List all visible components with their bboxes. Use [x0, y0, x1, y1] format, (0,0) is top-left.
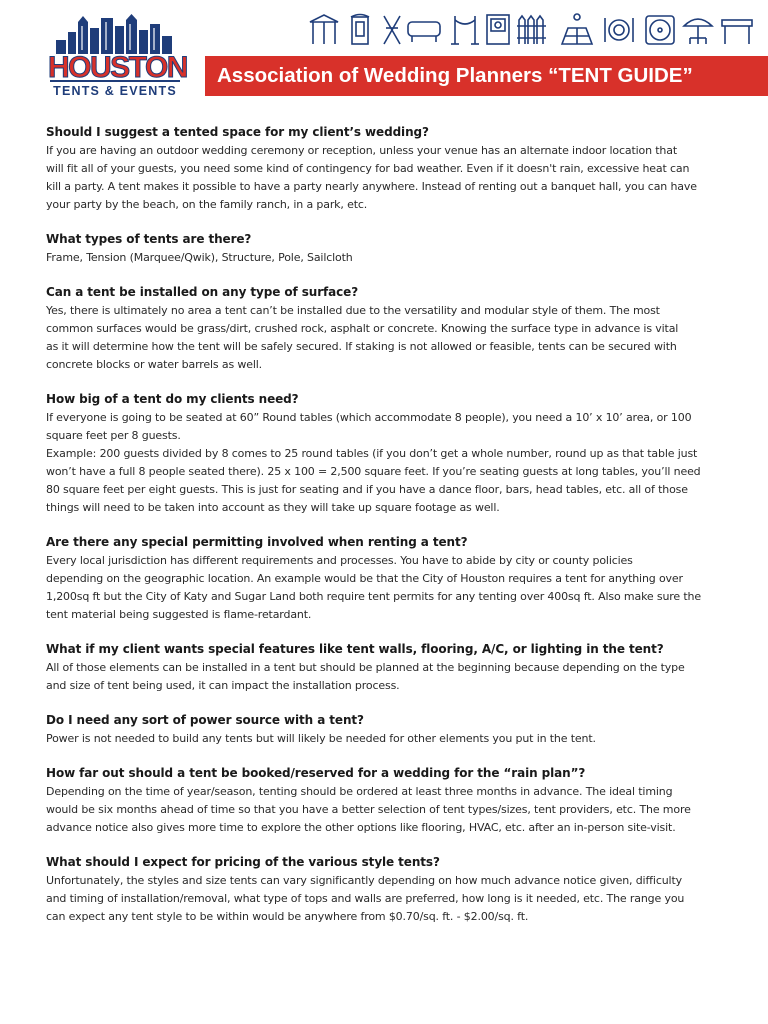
faq-section [46, 765, 726, 837]
answer-line: Depending on the time of year/season, tenting should be ordered at least three months in advance. The ideal timing [46, 785, 673, 798]
answer-line: depending on the geographic location. An example would be that the City of Houston requires a tent for anything over [46, 572, 683, 585]
answer-line: can expect any tent style to be within would be anywhere from $0.70/sq. ft. - $2.00/sq. ft. [46, 910, 529, 923]
answer-line: 1,200sq ft but the City of Katy and Sugar Land both require tent permits for any tenting over 400sq ft. Also make sure the [46, 590, 701, 603]
fence-icon [517, 16, 546, 44]
page-header [0, 0, 768, 110]
logo-subtitle: TENTS & EVENTS [53, 84, 177, 98]
faq-section [46, 712, 726, 748]
plate-icon [605, 18, 633, 42]
faq-answer [46, 730, 726, 748]
sofa-icon [408, 22, 440, 42]
answer-line: kill a party. A tent makes it possible to have a party nearly anywhere. Instead of renting out a banquet hall, you can have [46, 180, 697, 193]
faq-answer [46, 659, 726, 695]
logo-wordmark: HOUSTON [48, 51, 187, 84]
faq-answer [46, 783, 726, 837]
answer-line: tent material being suggested is flame-retardant. [46, 608, 312, 621]
answer-line: Yes, there is ultimately no area a tent can’t be installed due to the versatility and modular style of them. The most [46, 304, 660, 317]
faq-answer [46, 142, 726, 214]
answer-line: concrete blocks or water barrels as well. [46, 358, 262, 371]
dance-floor-icon [562, 14, 592, 44]
faq-answer [46, 552, 726, 624]
chair-icon [384, 16, 400, 44]
faq-question: Should I suggest a tented space for my client’s wedding? [46, 125, 429, 139]
tent-icon [310, 15, 338, 44]
faq-question: Do I need any sort of power source with a tent? [46, 713, 364, 727]
faq-section [46, 534, 726, 624]
answer-line: If you are having an outdoor wedding ceremony or reception, unless your venue has an alternate indoor location that [46, 144, 678, 157]
photo-booth-icon [487, 15, 509, 44]
faq-section [46, 124, 726, 214]
answer-line: All of those elements can be installed in a tent but should be planned at the beginning because depending on the type [46, 661, 685, 674]
faq-answer [46, 409, 726, 517]
answer-line: will fit all of your guests, you need some kind of contingency for bad weather. Even if it doesn't rain, excessive heat can [46, 162, 690, 175]
answer-line: as it will determine how the tent will be safely secured. If staking is not allowed or feasible, tents can be secured with [46, 340, 677, 353]
faq-question: Are there any special permitting involved when renting a tent? [46, 535, 468, 549]
stanchion-icon [451, 16, 479, 44]
answer-line: common surfaces would be grass/dirt, crushed rock, asphalt or concrete. Knowing the surface type in advance is vital [46, 322, 679, 335]
faq-question: How far out should a tent be booked/reserved for a wedding for the “rain plan”? [46, 766, 586, 780]
faq-question: What if my client wants special features like tent walls, flooring, A/C, or lighting in the tent? [46, 642, 664, 656]
rental-icon-row [308, 12, 754, 46]
faq-section [46, 391, 726, 517]
answer-line: advance notice also gives more time to explore the other options like flooring, HVAC, etc. after an in-person site-visit. [46, 821, 676, 834]
faq-section [46, 284, 726, 374]
faq-question: What types of tents are there? [46, 232, 252, 246]
answer-line: If everyone is going to be seated at 60” Round tables (which accommodate 8 people), you need a 10’ x 10’ area, or 100 [46, 411, 692, 424]
answer-line: Power is not needed to build any tents but will likely be needed for other elements you put in the tent. [46, 732, 596, 745]
answer-line: and size of tent being used, it can impact the installation process. [46, 679, 400, 692]
answer-line: Every local jurisdiction has different requirements and processes. You have to abide by city or county policies [46, 554, 633, 567]
answer-line: your party by the beach, on the family ranch, in a park, etc. [46, 198, 368, 211]
faq-question: What should I expect for pricing of the various style tents? [46, 855, 440, 869]
faq-section [46, 231, 726, 267]
faq-answer [46, 872, 726, 926]
answer-line: Example: 200 guests divided by 8 comes to 25 round tables (if you don’t get a whole number, round up as that table just [46, 447, 698, 460]
faq-section [46, 854, 726, 926]
answer-line: square feet per 8 guests. [46, 429, 181, 442]
title-banner [205, 56, 768, 96]
faq-answer [46, 249, 726, 267]
portable-restroom-icon [351, 15, 369, 45]
faq-question: Can a tent be installed on any type of surface? [46, 285, 359, 299]
faq-section [46, 641, 726, 695]
page-title: Association of Wedding Planners “TENT GUIDE” [217, 64, 693, 87]
answer-line: 80 square feet per eight guests. This is just for seating and if you have a dance floor, bars, head tables, etc. all of those [46, 483, 688, 496]
answer-line: won’t have a full 8 people seated there). 25 x 100 = 2,500 square feet. If you’re seating guests at long tables, you’ll need [46, 465, 701, 478]
faq-content [46, 124, 726, 943]
answer-line: would be six months ahead of time so that you have a better selection of tent types/sizes, tent providers, etc. The more [46, 803, 691, 816]
table-icon [722, 20, 752, 44]
answer-line: Frame, Tension (Marquee/Qwik), Structure, Pole, Sailcloth [46, 251, 353, 264]
answer-line: things will need to be taken into account as they will take up square footage as well. [46, 501, 500, 514]
fan-icon [646, 16, 674, 44]
answer-line: Unfortunately, the styles and size tents can vary significantly depending on how much advance notice given, difficulty [46, 874, 682, 887]
umbrella-icon [684, 19, 712, 44]
houston-tents-logo [48, 14, 187, 100]
faq-answer [46, 302, 726, 374]
faq-question: How big of a tent do my clients need? [46, 392, 299, 406]
answer-line: and timing of installation/removal, what type of tops and walls are preferred, how long is it needed, etc. The range you [46, 892, 685, 905]
